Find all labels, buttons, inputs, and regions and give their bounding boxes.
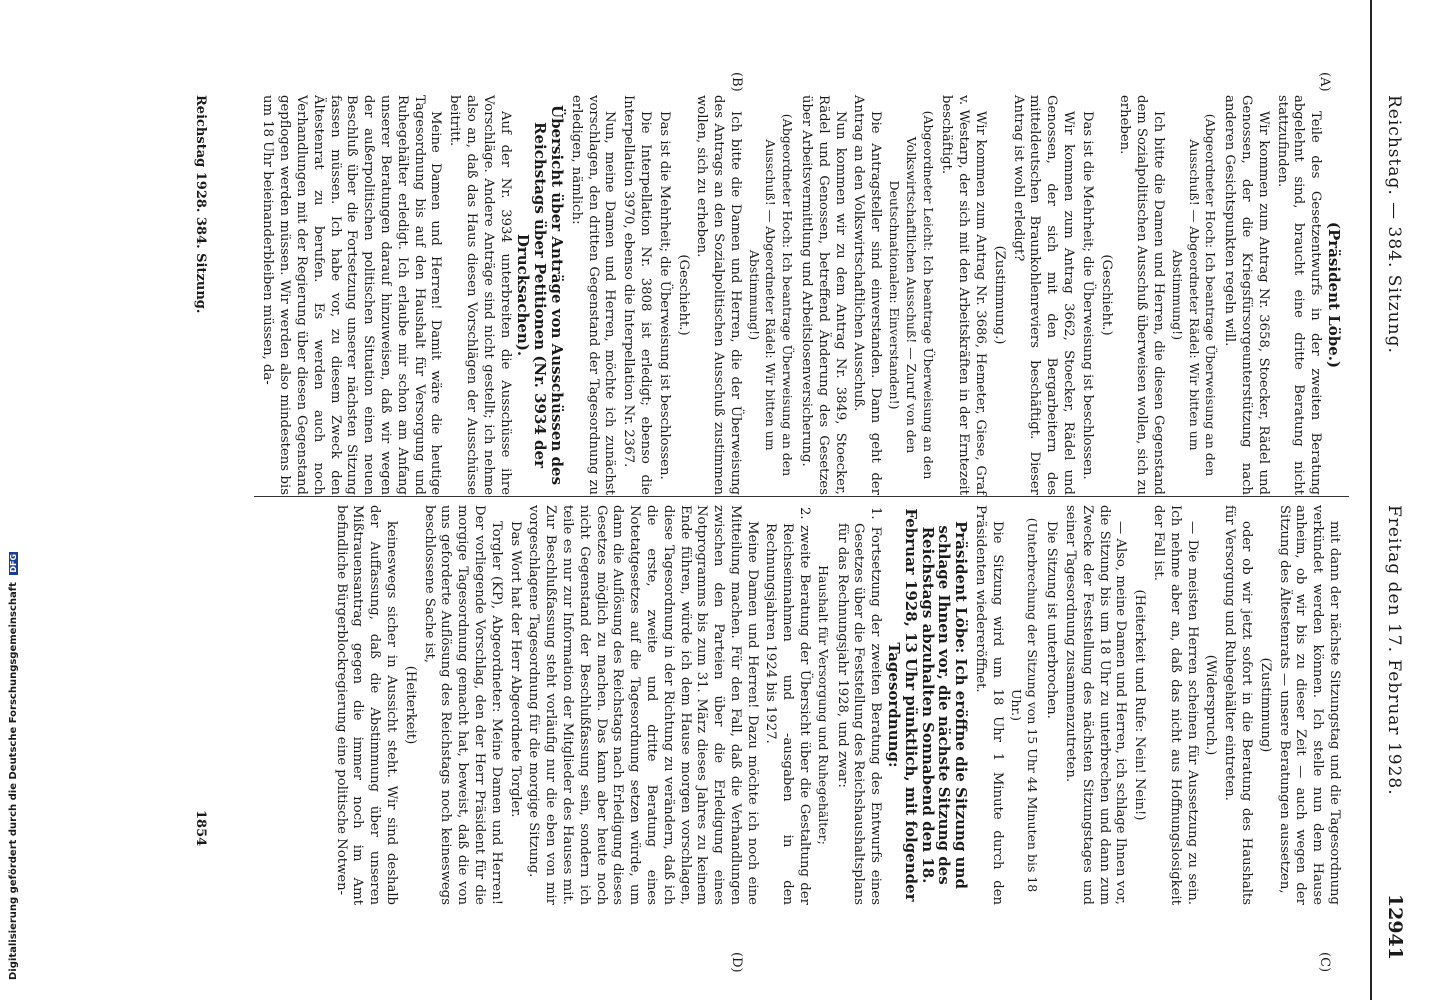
- margin-mark-c: (C): [1317, 952, 1332, 973]
- right-column-paragraph: Meine Damen und Herren! Dazu möchte ich noch eine Mitteilung machen. Für den Fall, daß die Verhandlungen zwischen den Parteien über die Erledigung eines Notprogramms bis zum 31. März dieses Jahres zu keinem Ende führen, würde ich dem Hause morgen vorschlagen, diese Tagesordnung in der Richtung zu verändern, daß ich die erste, zweite und dritte Beratung eines Notetatgesetzes auf die Tagesordnung setzen würde, um dann die Auflösung des Reichstags nach Erledigung dieses Gesetzes möglich zu machen. Das kann aber heute noch nicht Gegenstand der Beschlußfassung sein, sondern ich teile es nur zur Information der Mitglieder des Hauses mit. Zur Beschlußfassung steht vorläufig nur die eben von mir vorgeschlagene Tagesordnung für die morgige Sitzung.: [526, 505, 760, 905]
- left-column-paragraph: (Abgeordneter Leicht: Ich beantrage Überweisung an den Volkswirtschaftlichen Ausschuß! — Zuruf von den Deutschnationalen: Einverstanden!): [887, 110, 936, 480]
- right-column-paragraph: (Heiterkeit): [402, 665, 418, 745]
- left-column-paragraph: Meine Damen und Herren! Damit wäre die heutige Tagesordnung bis auf den Haushalt für Versorgung und Ruhegehälter erledigt. Ich erlaube mir schon am Anfang unserer Beratungen darauf hinzuweisen, daß wir wegen der außerpolitischen politischen Situation einen neuen Beschluß über die Fortsetzung unserer nächsten Sitzung fassen müssen. Ich habe vor, zu diesem Zweck den Ältestenrat zu berufen. Es werden auch noch Verhandlungen mit der Regierung über diesen Gegenstand gepflogen werden müssen. Wir werden also mindestens bis um 18 Uhr beieinanderbleiben müssen, da-: [260, 95, 444, 495]
- left-column-paragraph: Ich bitte die Damen und Herren, die diesen Gegenstand dem Sozialpolitischen Ausschuß überweisen wollen, sich zu erheben.: [1117, 95, 1167, 496]
- right-column-paragraph: Haushalt für Versorgung und Ruhegehälter;: [815, 565, 831, 845]
- left-column: [257, 95, 1342, 495]
- left-column-paragraph: (Geschieht.): [1098, 254, 1114, 336]
- left-column-paragraph: (Abgeordneter Hoch: Ich beantrage Überweisung an den Ausschuß! — Abgeordneter Rädel: Wir bitten um Abstimmung!): [746, 113, 796, 477]
- funding-note-text: Digitalisierung gefördert durch die Deutsche Forschungsgemeinschaft: [8, 582, 19, 980]
- left-column-paragraph: Teile des Gesetzentwurfs in der zweiten Beratung abgelehnt sind, braucht eine dritte Beratung nicht stattzufinden.: [1274, 95, 1324, 495]
- right-column-paragraph: 1. Fortsetzung der zweiten Beratung des Entwurfs eines Gesetzes über die Feststellung des Reichshaushaltsplans für das Rechnungsjahr 1928, und zwar:: [834, 507, 884, 905]
- footer-page-number: 1854: [193, 810, 208, 847]
- left-column-paragraph: Übersicht über Anträge von Ausschüssen des Reichstags über Petitionen (Nr. 3934 der Drucksachen).: [514, 104, 566, 486]
- left-column-paragraph: Wir kommen zum Antrag Nr. 3658, Stoecker, Rädel und Genossen, der die Kriegsfürsorgeunterstützung nach anderen Gesichtspunkten regeln will.: [1222, 95, 1271, 495]
- right-column-paragraph: — Die meisten Herren scheinen für Aussetzung zu sein. Ich nehme aber an, daß das nicht aus Hoffnungslosigkeit der Fall ist.: [1151, 505, 1200, 905]
- right-column-paragraph: 2. zweite Beratung der Übersicht über die Gestaltung der Reichseinnahmen und -ausgaben in den Rechnungsjahren 1924 bis 1927.: [763, 507, 813, 905]
- right-column-paragraph: Torgler (KP), Abgeordneter: Meine Damen und Herren! Der vorliegende Vorschlag, den der Herr Präsident für die morgige Tagesordnung gemacht hat, beweist, daß die von uns geforderte Auflösung des Reichstags noch keineswegs beschlossene Sache ist,: [421, 505, 504, 905]
- column-divider: [254, 496, 1349, 497]
- right-column-paragraph: Das Wort hat der Herr Abgeordnete Torgler.: [507, 521, 523, 818]
- right-column-paragraph: (Heiterkeit und Rufe: Nein! Nein!): [1132, 589, 1148, 821]
- footer-left: Reichstag 1928. 384. Sitzung.: [193, 95, 208, 314]
- left-column-paragraph: Das ist die Mehrheit; die Überweisung ist beschlossen.: [656, 111, 672, 480]
- left-column-paragraph: Das ist die Mehrheit; die Überweisung ist beschlossen.: [1079, 111, 1095, 480]
- margin-mark-a: (A): [1317, 72, 1332, 92]
- right-column-paragraph: oder ob wir jetzt sofort in die Beratung des Haushalts für Versorgung und Ruhegehälter eintreten.: [1222, 505, 1255, 905]
- dfg-logo: DFG: [9, 553, 18, 573]
- margin-mark-d: (D): [729, 952, 744, 973]
- left-column-paragraph: (Abgeordneter Hoch: Ich beantrage Überweisung an den Ausschuß! — Abgeordneter Rädel: Wir bitten um Abstimmung!): [1169, 113, 1219, 477]
- header-left: Reichstag. — 384. Sitzung.: [1384, 95, 1404, 354]
- left-column-paragraph: Ich bitte die Damen und Herren, die der Überweisung des Antrags an den Sozialpolitischen Ausschuß zustimmen wollen, sich zu erheben.: [694, 95, 743, 495]
- right-column: [330, 505, 1342, 905]
- left-column-paragraph: Wir kommen zum Antrag 3662, Stoecker, Rädel und Genossen, der sich mit den Bergarbeitern des mitteldeutschen Braunkohlenreviers beschäftigt. Dieser Antrag ist wohl erledigt?: [1010, 95, 1077, 495]
- left-column-paragraph: (Zustimmung.): [991, 245, 1007, 345]
- left-column-paragraph: Die Antragsteller sind einverstanden. Dann geht der Antrag an den Volkswirtschaftlichen Ausschuß.: [851, 95, 884, 495]
- left-column-paragraph: Nun, meine Damen und Herren, möchte ich zunächst vorschlagen, den dritten Gegenstand der Tagesordnung zu erledigen, nämlich:: [568, 95, 618, 495]
- left-column-paragraph: Wir kommen zum Antrag Nr. 3686, Hemeter, Giese, Graf v. Westarp, der sich mit den Arbeitskräften in der Erntezeit beschäftigt.: [939, 95, 989, 495]
- right-column-paragraph: Präsident Löbe: Ich eröffne die Sitzung und schlage Ihnen vor, die nächste Sitzung des Reichstags abzuhalten Sonnabend den 18. Februar 1928, 13 Uhr pünktlich, mit folgender Tagesordnung:: [885, 508, 971, 902]
- left-column-paragraph: (Geschieht.): [675, 254, 691, 336]
- margin-mark-b: (B): [729, 72, 744, 92]
- right-column-paragraph: Die Sitzung wird um 18 Uhr 1 Minute durch den Präsidenten wiedereröffnet.: [973, 505, 1005, 905]
- left-column-paragraph: (Präsident Löbe.): [1325, 221, 1343, 369]
- right-column-paragraph: — Also, meine Damen und Herren, ich schlage Ihnen vor, die Sitzung bis um 18 Uhr zu unterbrechen und dann zum Zwecke der Feststellung des nächsten Sitzungstages und seiner Tagesordnung zusammenzutreten.: [1063, 505, 1129, 905]
- right-column-paragraph: mit dann der nächste Sitzungstag und die Tagesordnung verkündet werden können. Ich stelle nun dem Hause anheim, ob wir bis zu dieser Zeit — auch wegen der Sitzung des Ältestenrats — unsere Beratungen aussetzen,: [1276, 505, 1342, 905]
- left-column-paragraph: Die Interpellation Nr. 3808 ist erledigt; ebenso die Interpellation 3970, ebenso die Interpellation Nr. 2367.: [621, 95, 653, 495]
- right-column-paragraph: (Widerspruch.): [1203, 654, 1219, 756]
- right-column-paragraph: (Unterbrechung der Sitzung von 15 Uhr 44 Minuten bis 18 Uhr.): [1008, 517, 1041, 893]
- right-column-paragraph: Die Sitzung ist unterbrochen.: [1044, 521, 1060, 719]
- left-column-paragraph: Nun kommen wir zu dem Antrag Nr. 3849, Stoecker, Rädel und Genossen, betreffend Änderung des Gesetzes über Arbeitsvermittlung und Arbeitslosenversicherung.: [799, 95, 848, 495]
- header-right: Freitag den 17. Februar 1928.: [1384, 505, 1404, 796]
- running-head: [1370, 0, 1412, 1000]
- left-column-paragraph: Auf der Nr. 3934 unterbreiten die Ausschüsse ihre Vorschläge. Andere Anträge sind nicht gestellt; ich nehme also an, daß das Haus diesen Vorschlägen der Ausschüsse beitritt.: [447, 95, 513, 495]
- right-column-paragraph: keineswegs sicher in Aussicht steht. Wir sind deshalb der Auffassung, daß die Abstimmung über unseren Mißtrauensantrag gegen die immer noch im Amt befindliche Bürgerblockregierung eine politische Notwen-: [333, 505, 399, 905]
- page-number: 12941: [1384, 893, 1406, 960]
- right-column-paragraph: (Zustimmung): [1257, 657, 1273, 753]
